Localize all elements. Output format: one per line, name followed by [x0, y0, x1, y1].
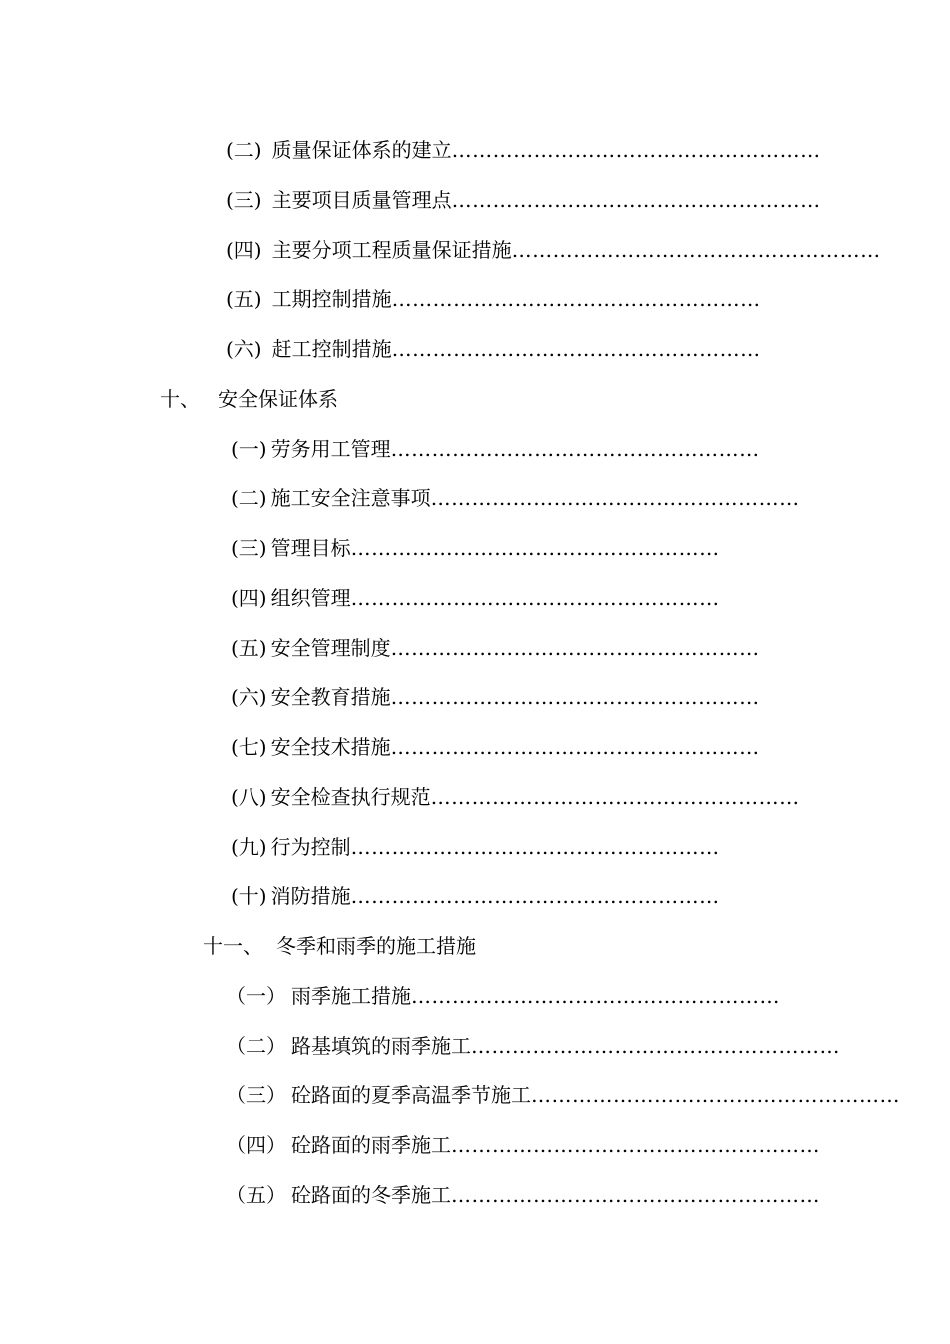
toc-entry-title: 工期控制措施: [271, 287, 392, 311]
toc-entry[interactable]: [226, 135, 821, 165]
toc-entry-title: 安全技术措施: [270, 735, 391, 759]
toc-entry[interactable]: [226, 185, 821, 215]
toc-entry-title: 主要分项工程质量保证措施: [271, 238, 512, 262]
toc-entry[interactable]: [226, 334, 792, 364]
toc-entry-number: (六): [226, 337, 262, 361]
toc-entry[interactable]: [231, 533, 771, 563]
toc-entry-title: 劳务用工管理: [270, 437, 391, 461]
toc-entry[interactable]: [231, 732, 771, 762]
toc-leader-dots: ………………………………………………: [411, 984, 780, 1008]
toc-entry-number: (四): [226, 238, 262, 262]
toc-leader-dots: ………………………………………………: [451, 1183, 820, 1207]
toc-entry-number: （二）: [226, 1034, 286, 1058]
toc-entry-number: (三): [226, 188, 262, 212]
toc-entry[interactable]: [226, 981, 780, 1011]
toc-entry-title: 安全管理制度: [270, 636, 391, 660]
toc-leader-dots: ………………………………………………: [390, 685, 760, 709]
toc-entry[interactable]: [226, 235, 881, 265]
toc-entry-title: 组织管理: [270, 586, 351, 610]
toc-entry-title: 行为控制: [270, 835, 351, 859]
toc-entry[interactable]: [231, 583, 771, 613]
toc-leader-dots: ………………………………………………: [350, 835, 720, 859]
toc-entry[interactable]: [231, 832, 771, 862]
toc-entry[interactable]: [226, 1031, 840, 1061]
toc-entry-title: 安全检查执行规范: [270, 785, 431, 809]
toc-entry[interactable]: [231, 682, 771, 712]
toc-entry-title: 施工安全注意事项: [270, 486, 431, 510]
toc-entry-number: (四): [231, 586, 267, 610]
toc-entry-title: 质量保证体系的建立: [271, 138, 452, 162]
toc-section-title: 安全保证体系: [218, 387, 338, 411]
toc-entry-title: 主要项目质量管理点: [271, 188, 452, 212]
toc-leader-dots: ………………………………………………: [350, 586, 720, 610]
toc-leader-dots: ………………………………………………: [390, 636, 760, 660]
toc-entry-number: (七): [231, 735, 267, 759]
toc-entry[interactable]: [231, 782, 800, 812]
toc-entry[interactable]: [231, 483, 800, 513]
toc-entry[interactable]: [226, 1080, 900, 1110]
toc-section-number: 十、: [160, 387, 200, 411]
toc-entry-title: 管理目标: [270, 536, 351, 560]
toc-entry-title: 砼路面的夏季高温季节施工: [291, 1083, 531, 1107]
toc-entry-number: (五): [231, 636, 267, 660]
toc-entry-number: (一): [231, 437, 267, 461]
toc-entry[interactable]: [231, 881, 771, 911]
toc-leader-dots: ………………………………………………: [390, 437, 760, 461]
toc-leader-dots: ………………………………………………: [391, 337, 761, 361]
toc-leader-dots: ………………………………………………: [350, 536, 720, 560]
toc-leader-dots: ………………………………………………: [471, 1034, 840, 1058]
toc-entry-number: （一）: [226, 984, 286, 1008]
toc-leader-dots: ………………………………………………: [451, 188, 821, 212]
toc-entry[interactable]: [226, 284, 792, 314]
toc-leader-dots: ………………………………………………: [531, 1083, 900, 1107]
toc-entry-title: 赶工控制措施: [271, 337, 392, 361]
toc-entry-number: （三）: [226, 1083, 286, 1107]
toc-section-title: 冬季和雨季的施工措施: [276, 934, 476, 958]
toc-entry-title: 雨季施工措施: [291, 984, 411, 1008]
toc-leader-dots: ………………………………………………: [451, 1133, 820, 1157]
toc-entry-number: (十): [231, 884, 267, 908]
toc-entry-number: (二): [226, 138, 262, 162]
toc-entry-number: （四）: [226, 1133, 286, 1157]
toc-entry[interactable]: [231, 434, 792, 464]
toc-leader-dots: ………………………………………………: [451, 138, 821, 162]
toc-leader-dots: ………………………………………………: [390, 735, 760, 759]
toc-leader-dots: ………………………………………………: [511, 238, 881, 262]
toc-entry-number: (八): [231, 785, 267, 809]
toc-section-number: 十一、: [203, 934, 263, 958]
toc-leader-dots: ………………………………………………: [430, 486, 800, 510]
toc-entry-number: (三): [231, 536, 267, 560]
toc-entry-number: (六): [231, 685, 267, 709]
toc-entry-number: (五): [226, 287, 262, 311]
toc-entry-title: 砼路面的冬季施工: [291, 1183, 451, 1207]
toc-entry-title: 安全教育措施: [270, 685, 391, 709]
toc-section-heading[interactable]: [160, 384, 338, 414]
toc-entry-number: (九): [231, 835, 267, 859]
toc-entry-title: 路基填筑的雨季施工: [291, 1034, 471, 1058]
toc-leader-dots: ………………………………………………: [391, 287, 761, 311]
toc-entry[interactable]: [231, 633, 771, 663]
toc-leader-dots: ………………………………………………: [350, 884, 720, 908]
toc-section-heading[interactable]: [203, 931, 476, 961]
toc-entry-title: 砼路面的雨季施工: [291, 1133, 451, 1157]
toc-entry[interactable]: [226, 1180, 820, 1210]
toc-entry-number: （五）: [226, 1183, 286, 1207]
toc-entry-number: (二): [231, 486, 267, 510]
toc-entry-title: 消防措施: [270, 884, 351, 908]
toc-leader-dots: ………………………………………………: [430, 785, 800, 809]
toc-entry[interactable]: [226, 1130, 820, 1160]
